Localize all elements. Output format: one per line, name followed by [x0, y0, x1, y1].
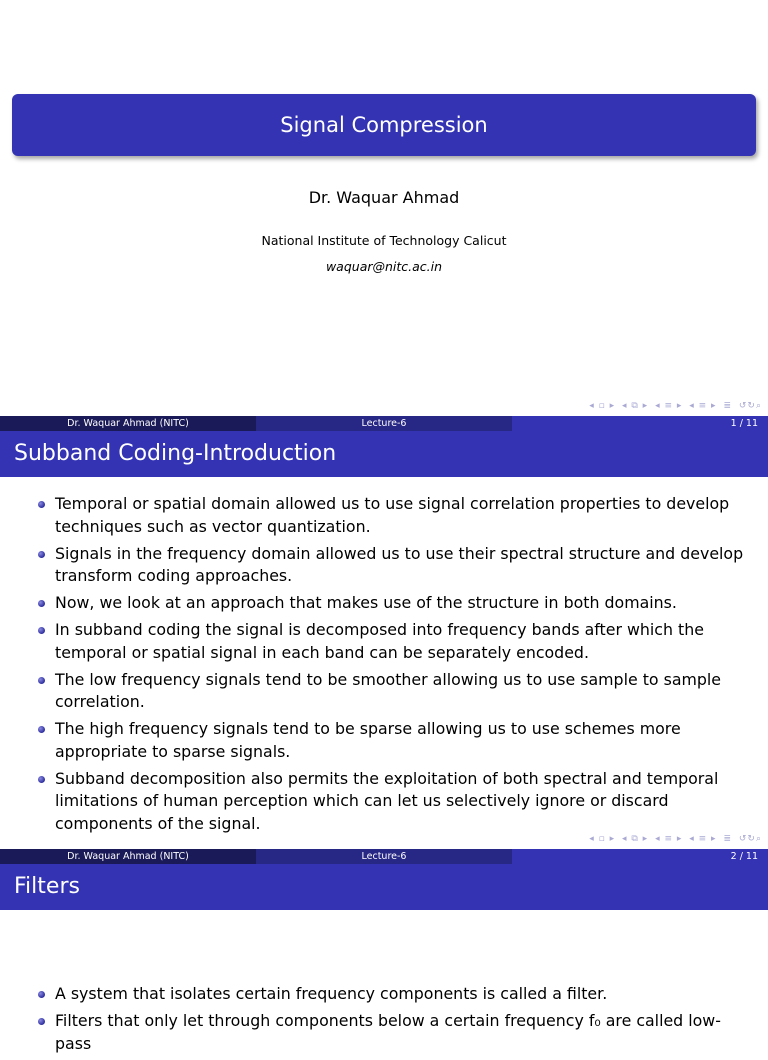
footer-lecture: Lecture-6	[256, 849, 512, 864]
author-email: waquar@nitc.ac.in	[325, 259, 443, 274]
nav-section-icon[interactable]: ◂ ≡ ▸	[655, 834, 683, 844]
list-item: Temporal or spatial domain allowed us to use signal correlation properties to develop techniques such as vector quantization.	[0, 493, 768, 538]
slide-subband-coding	[0, 431, 768, 849]
nav-toc-icon[interactable]: ◂ ≡ ▸	[689, 834, 717, 844]
list-item: The low frequency signals tend to be smoother allowing us to use sample to sample correlation.	[0, 669, 768, 714]
presentation-title: Signal Compression	[12, 94, 756, 156]
frame-title: Filters	[0, 864, 768, 910]
nav-align-icon[interactable]: ≣	[723, 834, 732, 844]
list-item: The high frequency signals tend to be sparse allowing us to use schemes more appropriate to sparse signals.	[0, 718, 768, 763]
nav-search-icon[interactable]: ↺↻⌕	[738, 834, 762, 844]
footer-author: Dr. Waquar Ahmad (NITC)	[0, 849, 256, 864]
frame-title: Subband Coding-Introduction	[0, 431, 768, 477]
nav-subsection-icon[interactable]: ◂ ⧉ ▸	[622, 401, 649, 411]
footer-bar	[0, 849, 768, 864]
footer-page-number: 2 / 11	[512, 849, 768, 864]
nav-frame-icon[interactable]: ◂ ▫ ▸	[589, 834, 616, 844]
bullet-icon	[38, 726, 45, 733]
bullet-icon	[38, 677, 45, 684]
footer-page-number: 1 / 11	[512, 416, 768, 431]
institute-name: National Institute of Technology Calicut	[261, 233, 507, 248]
list-item: Subband decomposition also permits the exploitation of both spectral and temporal limitations of human perception which can let us selectively ignore or discard components of the signal.	[0, 768, 768, 836]
slide-filters	[0, 864, 768, 1053]
nav-search-icon[interactable]: ↺↻⌕	[738, 401, 762, 411]
footer-bar	[0, 416, 768, 431]
bullet-icon	[38, 501, 45, 508]
bullet-list	[0, 983, 768, 1060]
footer-author: Dr. Waquar Ahmad (NITC)	[0, 416, 256, 431]
bullet-icon	[38, 776, 45, 783]
nav-section-icon[interactable]: ◂ ≡ ▸	[655, 401, 683, 411]
nav-frame-icon[interactable]: ◂ ▫ ▸	[589, 401, 616, 411]
nav-subsection-icon[interactable]: ◂ ⧉ ▸	[622, 834, 649, 844]
bullet-icon	[38, 600, 45, 607]
nav-align-icon[interactable]: ≣	[723, 401, 732, 411]
bullet-icon	[38, 1018, 45, 1025]
slide-title	[0, 0, 768, 416]
navigation-bar[interactable]	[586, 834, 762, 846]
list-item: Now, we look at an approach that makes use of the structure in both domains.	[0, 592, 768, 615]
list-item: Signals in the frequency domain allowed us to use their spectral structure and develop transform coding approaches.	[0, 543, 768, 588]
list-item: Filters that only let through components below a certain frequency f₀ are called low-pass	[0, 1010, 768, 1055]
bullet-icon	[38, 551, 45, 558]
navigation-bar[interactable]	[586, 401, 762, 413]
author-name: Dr. Waquar Ahmad	[308, 188, 460, 207]
bullet-icon	[38, 991, 45, 998]
bullet-icon	[38, 627, 45, 634]
nav-toc-icon[interactable]: ◂ ≡ ▸	[689, 401, 717, 411]
list-item: A system that isolates certain frequency components is called a filter.	[0, 983, 768, 1006]
footer-lecture: Lecture-6	[256, 416, 512, 431]
list-item: In subband coding the signal is decomposed into frequency bands after which the temporal or spatial signal in each band can be separately encoded.	[0, 619, 768, 664]
bullet-list	[0, 493, 768, 840]
